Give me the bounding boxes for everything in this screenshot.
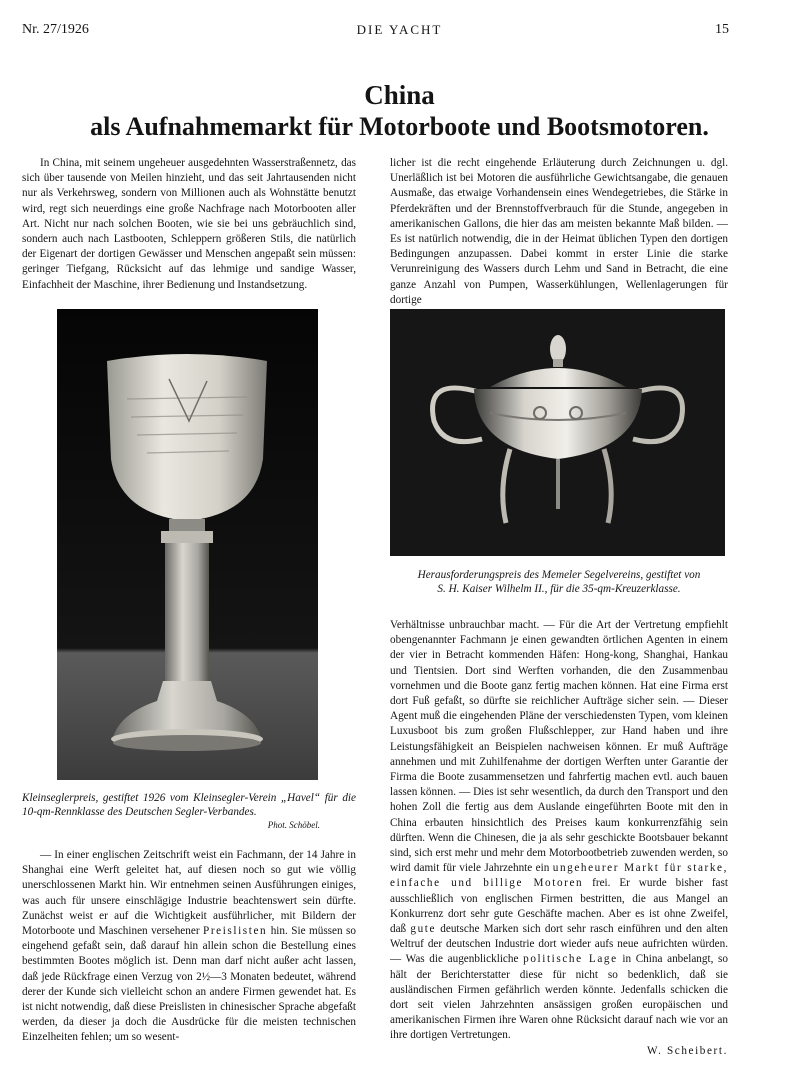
magazine-name: DIE YACHT	[356, 22, 443, 37]
emphasis-preislisten: Preislisten	[203, 925, 268, 938]
emphasis-politische-lage: politische Lage	[523, 953, 618, 966]
tureen-caption-line2: S. H. Kaiser Wilhelm II., für die 35-qm-Kreuzerklasse.	[437, 583, 681, 595]
cup-caption-text: Kleinseglerpreis, gestiftet 1926 vom Kleinsegler-Verein „Havel“ für die 10-qm-Rennklasse des Deutschen Segler-Verbandes.	[22, 792, 356, 818]
article-subtitle: als Aufnahmemarkt für Motorboote und Bootsmotoren.	[90, 112, 709, 141]
body-right-text-4: in China anbelangt, so hält der Berichterstatter diese für nicht so bedenklich, daß sie ausländischen Firmen gefährlich werden könnte. Jedenfalls schicken die dort seit vielen Jahrzehnten ansässigen großen europäischen und amerikanischen Firmen ihre Waren ohne Rücksicht darauf nach wie vor an ihre dortigen Vertretungen.	[390, 953, 729, 1042]
article-title: China	[364, 80, 435, 110]
tureen-caption	[390, 568, 728, 596]
body-left-paragraph	[22, 848, 356, 1046]
tureen-trophy-illustration	[390, 309, 725, 556]
body-right-text-3: deutsche Marken sich dort sehr rasch einführen und den alten Weltruf der deutschen Industrie dort wieder aufs neue aufrichten würden. — Was die augenblickliche	[390, 923, 728, 966]
body-right-text-1: Verhältnisse unbrauchbar macht. — Für die Art der Vertretung empfiehlt obengenannter Fachmann je einen gewandten örtlichen Agenten in einem der vier in Betracht kommenden Häfen: Hong-kong, Shanghai, Hankau und Tientsien. Dort sind Werften vorhanden, die den Zusammenbau vornehmen und die Boote ganz fertig machen können. Hat eine Firma erst dort Fuß gefaßt, so dürfte sie reichlicher Aufträge sicher sein. — Dieser Agent muß die eingehenden Pläne der verschiedensten Typen, vom kleinen Luxusboot bis zum großen Flußschlepper, zur Hand haben und ihre Leistungsfähigkeit an Beispielen nachweisen können. Er muß Aufträge annehmen und mit Zuhilfenahme der dortigen Werften unter Garantie der Firma die Boote zusammensetzen und fahrfertig machen evtl. auch bauen lassen können. — Dies ist sehr wesentlich, da durch den Transport und den hohen Zoll die fertig aus dem Auslande eingeführten Boote mit den in China erbauten hinsichtlich des Preises kaum konkurrenzfähig sein dürften. Wenn die Chinesen, die ja als sehr geschickte Bootsbauer bekannt sind, sich erst mehr und mehr dem Motorbootbetrieb zuwenden werden, so wird damit für viele Jahrzehnte ein	[390, 619, 728, 875]
page-number: 15	[715, 22, 729, 37]
intro-paragraph: In China, mit seinem ungeheuer ausgedehnten Wasserstraßennetz, das sich über tausende von Meilen hinzieht, und das seit Jahrtausenden nicht nur als Verkehrsweg, sondern von Millionen auch als Wohnstätte benutzt wird, regt sich neuerdings eine große Nachfrage nach Motorbooten aller Art. Nicht nur nach solchen Booten, wie sie bei uns gebräuchlich sind, sondern auch nach Lastbooten, Schleppern größeren Stils, die natürlich der Eigenart der dortigen Gewässer und Menschen angepaßt sein müssen: geringer Tiefgang, Rücksicht auf das lehmige und sandige Wasser, Einfachheit der Maschine, ihrer Bedienung und Instandsetzung.	[22, 157, 356, 291]
emphasis-gute: gute	[410, 923, 437, 936]
trophy-cup-photo	[57, 309, 318, 780]
cup-caption	[22, 791, 356, 831]
emphasis-markt: ungeheurer Markt für starke, einfache und billige Motoren	[390, 862, 728, 890]
tureen-caption-line1: Herausforderungspreis des Memeler Segelvereins, gestiftet von	[417, 569, 701, 581]
photo-credit: Phot. Schöbel.	[267, 820, 320, 830]
body-right-column	[390, 618, 728, 1059]
body-left-text-1: — In einer englischen Zeitschrift weist ein Fachmann, der 14 Jahre in Shanghai eine Werft geleitet hat, auf diesen noch so gut wie völlig unerschlossenen Markt hin. Wir entnehmen seinen Ausführungen einiges, was auch für unsere einschlägige Industrie beachtenswert sein dürfte. Zunächst weist er auf die Wichtigkeit ausführlicher, mit Bildern der Motorboote und Maschinen versehener	[22, 849, 356, 938]
body-left-text-2: hin. Sie müssen so eingehend gefaßt sein, daß darauf hin allein schon die Bestellung eines bestimmten Bootes möglich ist. Denn man darf nicht außer acht lassen, daß jede Rückfrage einen Verzug von 2½—3 Monaten bedeutet, während derer der Kunde sich vielleicht schon an andere Firmen gewendet hat. Es ist nicht notwendig, daß diese Preislisten in chinesischer Sprache abgefaßt werden, da dieser ja doch die Ausdrücke für die meisten technischen Einzelheiten fehlen; um so wesent-	[22, 925, 357, 1044]
trophy-cup-illustration	[57, 309, 318, 780]
intro-left-column	[22, 156, 356, 293]
tureen-trophy-photo	[390, 309, 725, 556]
issue-number: Nr. 27/1926	[22, 22, 89, 37]
body-left-column	[22, 848, 356, 1046]
author-signature: W. Scheibert.	[647, 1044, 728, 1057]
intro-right-column	[390, 156, 728, 308]
body-right-text-2: frei. Er wurde bisher fast ausschließlich von englischen Firmen bestritten, die aus Mangel an Konkurrenz dort sehr gute Geschäfte machen. Aber es ist ohne Zweifel, daß	[390, 877, 728, 936]
body-right-paragraph	[390, 618, 728, 1044]
intro-continuation: licher ist die recht eingehende Erläuterung durch Zeichnungen u. dgl. Unerläßlich ist bei Motoren die ausführliche Gewichtsangabe, die genauen Ausmaße, das etwaige Vorhandensein eines Wendegetriebes, die Stärke in Pferdekräften und der Brennstoffverbrauch für die Stunde, angegeben in amerikanischen Gallons, die hier das am meisten bekannte Maß bilden. — Es ist natürlich notwendig, die in der Heimat üblichen Typen den dortigen Bedingungen anzupassen. Dabei kommt in erster Linie die starke Verunreinigung des Wassers durch Lehm und Sand in Betracht, die eine ganze Anzahl von Pumpen, Wasserkühlungen, Wellenlagerungen für dortige	[390, 157, 728, 306]
